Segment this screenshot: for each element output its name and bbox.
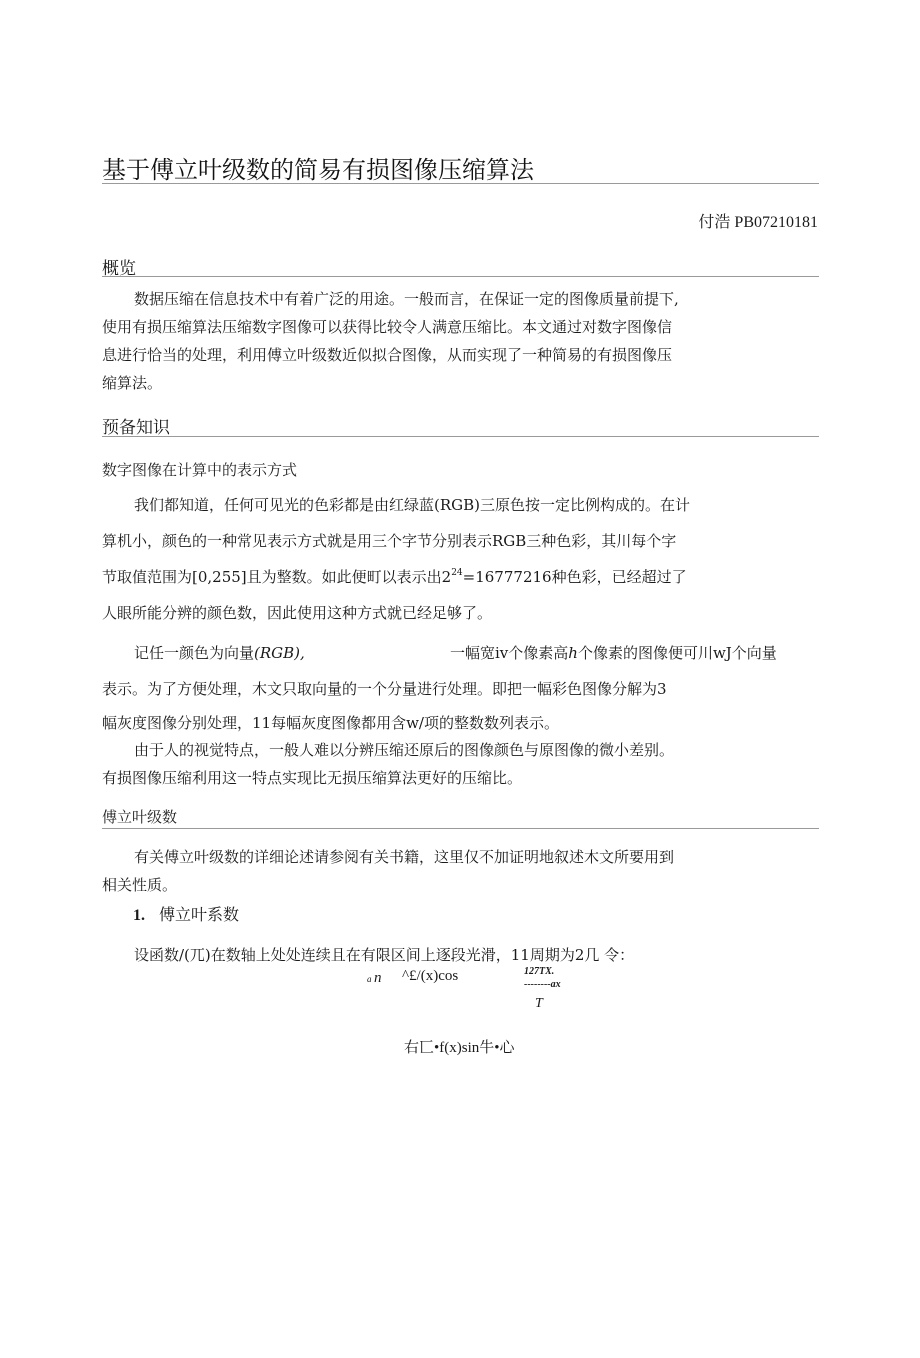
vector-line: 表示。为了方便处理，木文只取向量的一个分量进行处理。即把一幅彩色图像分解为3 <box>102 680 667 698</box>
h-symbol: h <box>568 644 578 662</box>
vector-line <box>134 642 305 663</box>
item-number: 1. <box>133 907 145 924</box>
prelim-heading: 预备知识 <box>102 418 170 438</box>
formula-cos-expression: ^£/(x)cos <box>402 968 459 984</box>
fourier-subheading: 傅立叶级数 <box>102 808 178 826</box>
perception-line: 有损图像压缩利用这一特点实现比无损压缩算法更好的压缩比。 <box>102 769 523 787</box>
rgb-line <box>102 566 687 587</box>
title-rule <box>102 183 819 184</box>
overview-line: 息进行恰当的处理，利用傅立叶级数近似拟合图像，从而实现了一种简易的有损图像压 <box>102 346 673 364</box>
digital-image-subheading: 数字图像在计算中的表示方式 <box>102 461 298 479</box>
overview-line: 数据压缩在信息技术中有着广泛的用途。一般而言，在保证一定的图像质量前提下, <box>134 290 679 308</box>
fourier-line: 相关性质。 <box>102 876 178 894</box>
overview-line: 使用有损压缩算法压缩数字图像可以获得比较令人满意压缩比。本文通过对数字图像信 <box>102 318 673 336</box>
vector-line-part: 一幅宽iv个像素高 <box>450 644 569 662</box>
rgb-line: 算机小，颜色的一种常见表示方式就是用三个字节分别表示RGB三种色彩，其川每个字 <box>102 532 677 550</box>
fourier-line: 有关傅立叶级数的详细论述请参阅有关书籍，这里仅不加证明地叙述木文所要用到 <box>134 848 675 866</box>
vector-line <box>450 642 777 663</box>
formula-frac-numerator: 127TX. <box>524 966 555 977</box>
rgb-line-part: 节取值范围为[0,255]且为整数。如此便町以表示出2 <box>102 568 452 586</box>
rgb-vector-symbol: (RGB), <box>254 644 305 662</box>
vector-line: 幅灰度图像分别处理，11每幅灰度图像都用含w/项的整数数列表示。 <box>102 714 559 732</box>
perception-line: 由于人的视觉特点，一般人难以分辨压缩还原后的图像颜色与原图像的微小差别。 <box>134 741 675 759</box>
author-line: 付浩 PB07210181 <box>698 214 818 231</box>
vector-line-part: 个像素的图像便可川wJ个向量 <box>577 644 777 662</box>
formula-sin-expression: 右匸•f(x)sin牛•心 <box>404 1040 515 1056</box>
fourier-rule <box>102 828 819 829</box>
rgb-line-part: =16777216种色彩，已经超过了 <box>462 568 687 586</box>
page-title: 基于傅立叶级数的简易有损图像压缩算法 <box>102 156 534 184</box>
vector-line-part: 记任一颜色为向量 <box>134 644 255 662</box>
formula-frac-bar: --------ax <box>524 979 561 990</box>
formula-a-symbol: a <box>367 974 372 984</box>
fourier-coefficient-heading <box>133 902 239 925</box>
definition-line: 设函数/(兀)在数轴上处处连续且在有限区间上逐段光滑，11周期为2几 令： <box>134 946 635 964</box>
formula-n-symbol: n <box>374 970 382 986</box>
formula-frac-denominator: T <box>535 996 543 1011</box>
rgb-line: 人眼所能分辨的颜色数，因此使用这种方式就已经足够了。 <box>102 604 493 622</box>
overview-line: 缩算法。 <box>102 374 163 392</box>
prelim-rule <box>102 436 819 437</box>
rgb-line: 我们都知道，任何可见光的色彩都是由红绿蓝(RGB)三原色按一定比例构成的。在计 <box>134 496 691 514</box>
exponent: 24 <box>451 568 463 578</box>
overview-rule <box>102 276 819 277</box>
item-title: 傅立叶系数 <box>159 905 240 924</box>
overview-heading: 概览 <box>102 259 136 279</box>
